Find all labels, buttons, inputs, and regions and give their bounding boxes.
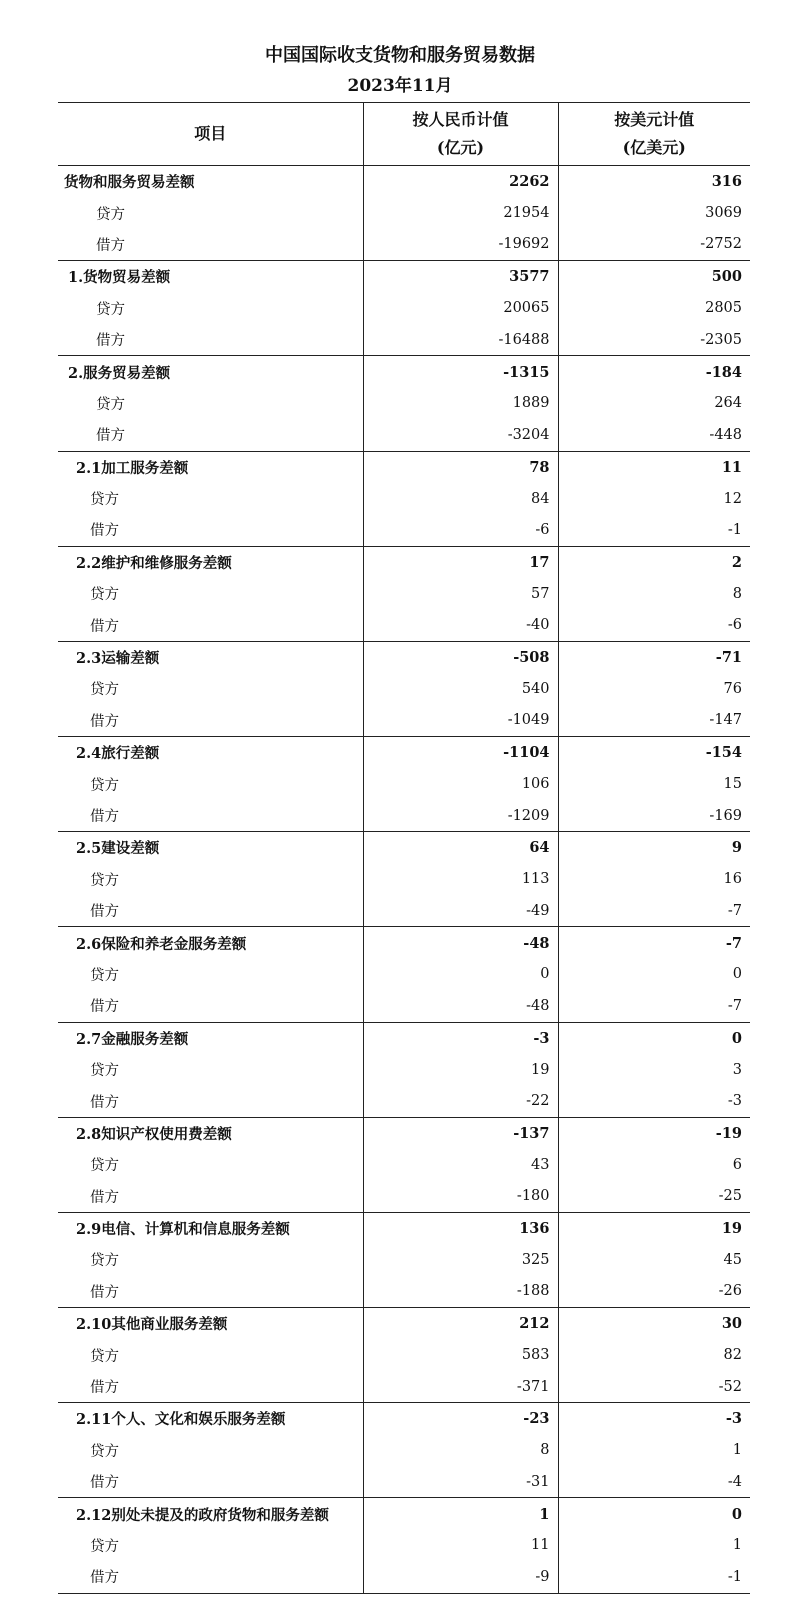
value-usd: -3 (558, 1085, 750, 1117)
sub-row (58, 578, 750, 609)
column-header-item (58, 103, 363, 166)
value-usd: -71 (558, 641, 750, 673)
row-label: 贷方 (90, 1158, 119, 1175)
value-rmb: 113 (363, 864, 558, 895)
row-label: 贷方 (90, 777, 119, 794)
value-rmb: -48 (363, 927, 558, 959)
value-usd: -3 (558, 1403, 750, 1435)
value-usd: -1 (558, 514, 750, 546)
row-label: 借方 (58, 419, 363, 451)
row-label: 借方 (58, 1371, 363, 1403)
value-rmb: -371 (363, 1371, 558, 1403)
value-usd: 11 (558, 451, 750, 483)
value-usd: 3069 (558, 197, 750, 228)
value-usd: -7 (558, 927, 750, 959)
sub-row (58, 229, 750, 261)
value-usd: 76 (558, 673, 750, 704)
value-usd: 0 (558, 959, 750, 990)
value-usd: -1 (558, 1561, 750, 1593)
value-rmb: 78 (363, 451, 558, 483)
group-row (58, 1022, 750, 1054)
value-rmb: -19692 (363, 229, 558, 261)
value-rmb: 57 (363, 578, 558, 609)
value-rmb: -22 (363, 1085, 558, 1117)
row-label: 2.12别处未提及的政府货物和服务差额 (76, 1506, 329, 1524)
value-rmb: 21954 (363, 197, 558, 228)
value-usd: 19 (558, 1212, 750, 1244)
row-label: 贷方 (90, 967, 119, 984)
group-row (58, 1212, 750, 1244)
value-rmb: 0 (363, 959, 558, 990)
sub-row (58, 1561, 750, 1593)
value-usd: 0 (558, 1498, 750, 1530)
sub-row (58, 609, 750, 641)
value-usd: -7 (558, 895, 750, 927)
row-label: 2.服务贸易差额 (68, 364, 171, 382)
value-rmb: -1315 (363, 356, 558, 388)
sub-row (58, 483, 750, 514)
row-label: 借方 (58, 800, 363, 832)
value-usd: 6 (558, 1149, 750, 1180)
value-rmb: -137 (363, 1117, 558, 1149)
row-label: 2.7金融服务差额 (76, 1030, 189, 1048)
value-usd: -147 (558, 705, 750, 737)
value-rmb: -180 (363, 1181, 558, 1213)
value-rmb: 212 (363, 1308, 558, 1340)
sub-row (58, 895, 750, 927)
header-row (58, 103, 750, 166)
group-row (58, 1308, 750, 1340)
column-header-rmb-label: 按人民币计值 (412, 110, 509, 129)
row-label: 2.2维护和维修服务差额 (76, 554, 232, 572)
row-label: 借方 (58, 514, 363, 546)
value-usd: 500 (558, 261, 750, 293)
value-usd: -19 (558, 1117, 750, 1149)
column-header-item-label: 项目 (194, 124, 227, 143)
sub-row (58, 1244, 750, 1275)
group-row (58, 832, 750, 864)
sub-row (58, 1530, 750, 1561)
sub-row (58, 197, 750, 228)
group-row (58, 927, 750, 959)
value-usd: 2 (558, 546, 750, 578)
group-row (58, 261, 750, 293)
value-usd: 1 (558, 1530, 750, 1561)
sub-row (58, 419, 750, 451)
row-label: 贷方 (90, 1063, 119, 1080)
value-rmb: -40 (363, 609, 558, 641)
value-usd: -26 (558, 1276, 750, 1308)
row-label: 贷方 (90, 1253, 119, 1270)
value-rmb: 8 (363, 1435, 558, 1466)
row-label: 借方 (58, 705, 363, 737)
value-rmb: 1 (363, 1498, 558, 1530)
sub-row (58, 1371, 750, 1403)
value-rmb: -3 (363, 1022, 558, 1054)
value-rmb: -16488 (363, 324, 558, 356)
row-label: 贷方 (90, 1443, 119, 1460)
value-usd: -169 (558, 800, 750, 832)
row-label: 借方 (58, 1181, 363, 1213)
row-label: 借方 (58, 895, 363, 927)
sub-row (58, 1149, 750, 1180)
value-usd: 8 (558, 578, 750, 609)
group-row (58, 1498, 750, 1530)
sub-row (58, 388, 750, 419)
sub-row (58, 1466, 750, 1498)
value-rmb: -6 (363, 514, 558, 546)
value-usd: 316 (558, 166, 750, 198)
group-row (58, 1117, 750, 1149)
row-label: 贷方 (90, 1538, 119, 1555)
value-rmb: 84 (363, 483, 558, 514)
table-body (58, 166, 750, 1594)
row-label: 2.6保险和养老金服务差额 (76, 935, 247, 953)
sub-row (58, 1276, 750, 1308)
group-row (58, 641, 750, 673)
sub-row (58, 705, 750, 737)
value-rmb: 325 (363, 1244, 558, 1275)
value-rmb: 43 (363, 1149, 558, 1180)
column-header-rmb-unit: (亿元) (436, 138, 485, 157)
value-usd: 0 (558, 1022, 750, 1054)
group-row (58, 356, 750, 388)
value-rmb: 3577 (363, 261, 558, 293)
row-label: 贷方 (90, 682, 119, 699)
value-usd: 15 (558, 768, 750, 799)
value-usd: -4 (558, 1466, 750, 1498)
value-rmb: 20065 (363, 293, 558, 324)
page-subtitle: 2023年11月 (347, 76, 453, 96)
row-label: 2.8知识产权使用费差额 (76, 1125, 232, 1143)
row-label: 1.货物贸易差额 (68, 269, 171, 287)
sub-row (58, 990, 750, 1022)
group-row (58, 451, 750, 483)
row-label: 借方 (58, 609, 363, 641)
row-label: 2.11个人、文化和娱乐服务差额 (76, 1411, 286, 1429)
value-usd: 12 (558, 483, 750, 514)
value-rmb: -48 (363, 990, 558, 1022)
row-label: 借方 (58, 1561, 363, 1593)
sub-row (58, 673, 750, 704)
sub-row (58, 324, 750, 356)
group-row (58, 166, 750, 198)
row-label: 借方 (58, 229, 363, 261)
value-rmb: 1889 (363, 388, 558, 419)
column-header-usd-label: 按美元计值 (614, 110, 695, 129)
value-rmb: -188 (363, 1276, 558, 1308)
value-rmb: 19 (363, 1054, 558, 1085)
value-rmb: -9 (363, 1561, 558, 1593)
value-usd: 30 (558, 1308, 750, 1340)
row-label: 借方 (58, 1276, 363, 1308)
row-label: 贷方 (96, 206, 125, 223)
table-header (58, 103, 750, 166)
trade-data-table (58, 102, 750, 1594)
value-usd: -6 (558, 609, 750, 641)
row-label: 贷方 (90, 492, 119, 509)
sub-row (58, 514, 750, 546)
row-label: 贷方 (90, 1348, 119, 1365)
value-rmb: -1049 (363, 705, 558, 737)
value-rmb: 17 (363, 546, 558, 578)
page-title: 中国国际收支货物和服务贸易数据 (265, 45, 535, 66)
value-usd: 1 (558, 1435, 750, 1466)
sub-row (58, 1085, 750, 1117)
value-rmb: 11 (363, 1530, 558, 1561)
value-usd: 9 (558, 832, 750, 864)
row-label: 2.5建设差额 (76, 840, 160, 858)
value-usd: -25 (558, 1181, 750, 1213)
row-label: 贷方 (96, 301, 125, 318)
sub-row (58, 293, 750, 324)
row-label: 借方 (58, 990, 363, 1022)
value-rmb: -23 (363, 1403, 558, 1435)
row-label: 贷方 (90, 587, 119, 604)
value-rmb: 64 (363, 832, 558, 864)
row-label: 贷方 (96, 396, 125, 413)
value-rmb: -3204 (363, 419, 558, 451)
value-usd: 2805 (558, 293, 750, 324)
sub-row (58, 800, 750, 832)
column-header-usd-unit: (亿美元) (622, 138, 686, 157)
value-rmb: -1104 (363, 737, 558, 769)
row-label: 货物和服务贸易差额 (64, 174, 195, 192)
value-rmb: -49 (363, 895, 558, 927)
value-usd: 82 (558, 1339, 750, 1370)
value-rmb: -508 (363, 641, 558, 673)
value-rmb: 583 (363, 1339, 558, 1370)
value-usd: 264 (558, 388, 750, 419)
column-header-rmb (363, 103, 558, 166)
value-usd: 3 (558, 1054, 750, 1085)
value-rmb: 136 (363, 1212, 558, 1244)
value-usd: -2305 (558, 324, 750, 356)
row-label: 2.3运输差额 (76, 650, 160, 668)
sub-row (58, 1435, 750, 1466)
value-rmb: -31 (363, 1466, 558, 1498)
sub-row (58, 1181, 750, 1213)
value-rmb: 106 (363, 768, 558, 799)
group-row (58, 1403, 750, 1435)
column-header-usd (558, 103, 750, 166)
value-rmb: -1209 (363, 800, 558, 832)
row-label: 2.10其他商业服务差额 (76, 1316, 228, 1334)
row-label: 借方 (58, 1466, 363, 1498)
value-usd: 16 (558, 864, 750, 895)
row-label: 2.4旅行差额 (76, 745, 160, 763)
group-row (58, 737, 750, 769)
value-usd: 45 (558, 1244, 750, 1275)
value-usd: -2752 (558, 229, 750, 261)
row-label: 贷方 (90, 872, 119, 889)
value-usd: -448 (558, 419, 750, 451)
value-usd: -154 (558, 737, 750, 769)
value-rmb: 540 (363, 673, 558, 704)
row-label: 2.1加工服务差额 (76, 459, 189, 477)
row-label: 借方 (58, 1085, 363, 1117)
row-label: 2.9电信、计算机和信息服务差额 (76, 1221, 290, 1239)
row-label: 借方 (58, 324, 363, 356)
value-usd: -7 (558, 990, 750, 1022)
group-row (58, 546, 750, 578)
sub-row (58, 864, 750, 895)
value-usd: -52 (558, 1371, 750, 1403)
sub-row (58, 1339, 750, 1370)
sub-row (58, 1054, 750, 1085)
sub-row (58, 959, 750, 990)
value-usd: -184 (558, 356, 750, 388)
value-rmb: 2262 (363, 166, 558, 198)
sub-row (58, 768, 750, 799)
